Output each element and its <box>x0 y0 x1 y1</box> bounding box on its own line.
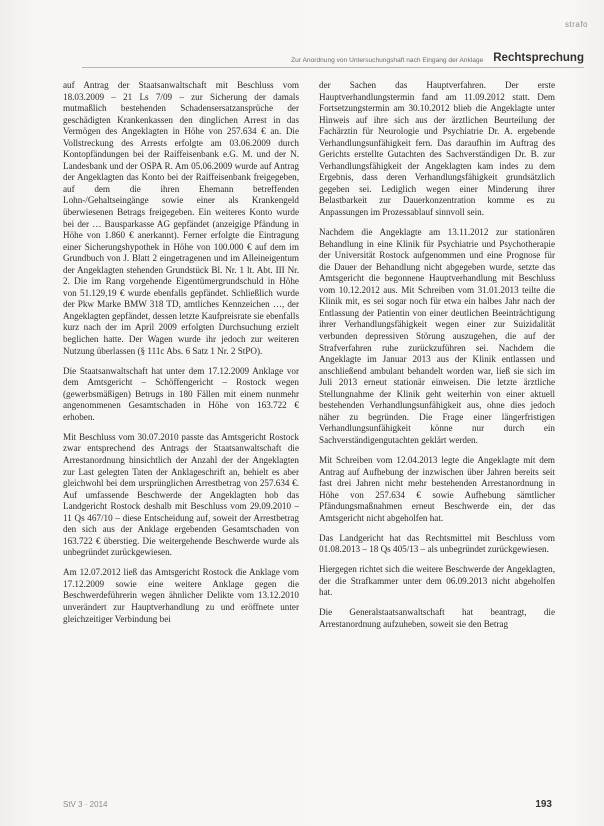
paragraph: Das Landgericht hat das Rechtsmittel mit Beschluss vom 01.08.2013 – 18 Qs 405/13 – als unbegründet zurückgewiesen. <box>319 532 555 555</box>
paragraph: Die Staatsanwaltschaft hat unter dem 17.12.2009 Anklage vor dem Amtsgericht – Schöffengericht – Rostock wegen (gewerbsmäßigen) Betrugs in 180 Fällen mit einem nunmehr angenommenen Gesamtschaden in Höhe von 163.722 € erhoben. <box>63 365 299 422</box>
paragraph: auf Antrag der Staatsanwaltschaft mit Beschluss vom 18.03.2009 – 21 Ls 7/09 – zur Sicherung der damals mutmaßlich bestehenden Schadensersatzansprüche der geschädigten Krankenkassen den dinglichen Arrest in das Vermögen des Angeklagten in Höhe von 257.634 € an. Die Vollstreckung des Arrests erfolgte am 03.06.2009 durch Kontopfändungen bei der Raiffeisenbank e.G. M. und der N. Landesbank und der OSPA R. Am 05.06.2009 wurde auf Antrag der Angeklagten das Konto bei der Raiffeisenbank freigegeben, auf dem die ihren Ehemann betreffenden Lohn-/Gehaltseingänge sowie einer als Krankengeld überwiesenen Betrags freigegeben. Ein weiteres Konto wurde bei der … Bausparkasse AG gepfändet (anzeigige Pfändung in Höhe von 1.860 € anerkannt). Ferner erfolgte die Eintragung einer Sicherungshypothek in Höhe von 100.000 € auf dem im Grundbuch von J. Blatt 2 eingetragenen und im Alleineigentum der Angeklagten stehenden Grundstück Bl. Nr. 1 lt. Abt. III Nr. 2. Die im Rang vorgehende Eigentümergrundschuld in Höhe von 51.129,19 € wurde ebenfalls gepfändet. Schließlich wurde der Pkw Marke BMW 318 TD, amtliches Kennzeichen …, der Angeklagten gepfändet, dessen letzte Kaufpreisrate sie ebenfalls kurz nach der im April 2009 erfolgten Durchsuchung erzielt beglichen hatte. Der Wagen wurde ihr jedoch zur weiteren Nutzung überlassen (§ 111c Abs. 6 Satz 1 Nr. 2 StPO). <box>63 80 299 356</box>
text-columns <box>63 80 555 780</box>
paragraph: Hiergegen richtet sich die weitere Beschwerde der Angeklagten, der die Strafkammer unter dem 06.09.2013 nicht abgeholfen hat. <box>319 564 555 598</box>
running-head-subtitle: Zur Anordnung von Untersuchungshaft nach Eingang der Anklage <box>291 57 484 64</box>
right-column <box>319 80 555 780</box>
page-header <box>82 44 584 68</box>
paragraph: Mit Schreiben vom 12.04.2013 legte die Angeklagte mit dem Antrag auf Aufhebung der inzwischen über Jahren bereits seit fast drei Jahren nicht mehr bestehenden Arrestanordnung in Höhe von 257.634 € sowie Aufhebung sämtlicher Pfändungsmaßnahmen erneut Beschwerde ein, der das Amtsgericht nicht abgeholfen hat. <box>319 454 555 523</box>
page-number: 193 <box>535 799 552 810</box>
left-column <box>63 80 299 780</box>
paragraph: Nachdem die Angeklagte am 13.11.2012 zur stationären Behandlung in eine Klinik für Psychiatrie und Psychotherapie der Universität Rostock aufgenommen und eine Prognose für die Dauer der Behandlung nicht abgegeben wurde, setzte das Amtsgericht die begonnene Hauptverhandlung mit Beschluss vom 10.12.2012 aus. Mit Schreiben vom 31.01.2013 teilte die Klinik mit, es sei sogar noch für etwa ein halbes Jahr nach der Entlassung der Patientin von einer deutlichen Beeinträchtigung ihrer Verhandlungsfähigkeit wegen einer zur Suizidalität verbunden depressiven Störung auszugehen, die auf der Strafverfahren ruhe zurückzuführen sei. Nachdem die Angeklagte im Januar 2013 aus der Klinik entlassen und anschließend ambulant behandelt worden war, ließ sie sich im Juli 2013 erneut stationär einweisen. Die letzte ärztliche Stellungnahme der Klinik geht weiterhin von einer aktuell bestehenden Verhandlungsunfähigkeit aus, ohne dies jedoch näher zu begründen. Die Frage einer längerfristigen Verhandlungsunfähigkeit könne nur durch ein Sachverständigengutachten geklärt werden. <box>319 227 555 445</box>
page-footer <box>63 799 552 810</box>
paragraph: der Sachen das Hauptverfahren. Der erste Hauptverhandlungstermin fand am 11.09.2012 statt. Dem Fortsetzungstermin am 30.10.2012 blieb die Angeklagte unter Hinweis auf ihre sich aus der ärztlichen Beurteilung der Fachärztin für Neurologie und Psychiatrie Dr. A. ergebende Verhandlungsunfähigkeit fern. Das daraufhin im Auftrag des Gerichts erstellte Gutachten des Sachverständigen Dr. B. zur Verhandlungsfähigkeit der Angeklagten kam indes zu dem Ergebnis, dass deren Verhandlungsfähigkeit grundsätzlich gegeben sei. Lediglich wegen einer Minderung ihrer Belastbarkeit zur Dauerkonzentration komme es zu Anpassungen im Prozessablauf sinnvoll sein. <box>319 80 555 218</box>
paragraph: Die Generalstaatsanwaltschaft hat beantragt, die Arrestanordnung aufzuheben, soweit sie den Betrag <box>319 607 555 630</box>
publisher-logo: strafo <box>564 20 588 29</box>
journal-issue: StV 3 · 2014 <box>63 800 108 809</box>
paragraph: Mit Beschluss vom 30.07.2010 passte das Amtsgericht Rostock zwar entsprechend des Antrags der Staatsanwaltschaft die Arrestanordnung hinsichtlich der Anzahl der der Angeklagten zur Last gelegten Taten der Anklageschrift an, behielt es aber gleichwohl bei dem ursprünglichen Arrestbetrag von 257.634 €. Auf umfassende Beschwerde der Angeklagten hob das Landgericht Rostock deshalb mit Beschluss vom 29.09.2010 – 11 Qs 467/10 – diese Entscheidung auf, soweit der Arrestbetrag den sich aus der Anklage ergebenden Gesamtschaden von 163.722 € überstieg. Die weitergehende Beschwerde wurde als unbegründet zurückgewiesen. <box>63 431 299 558</box>
paragraph: Am 12.07.2012 ließ das Amtsgericht Rostock die Anklage vom 17.12.2009 sowie eine weitere Anklage gegen die Beschwerdeführerin wegen ähnlicher Delikte vom 13.12.2010 unverändert zur Hauptverhandlung zu und eröffnete unter gleichzeitiger Verbindung bei <box>63 567 299 624</box>
section-title: Rechtsprechung <box>493 52 584 64</box>
